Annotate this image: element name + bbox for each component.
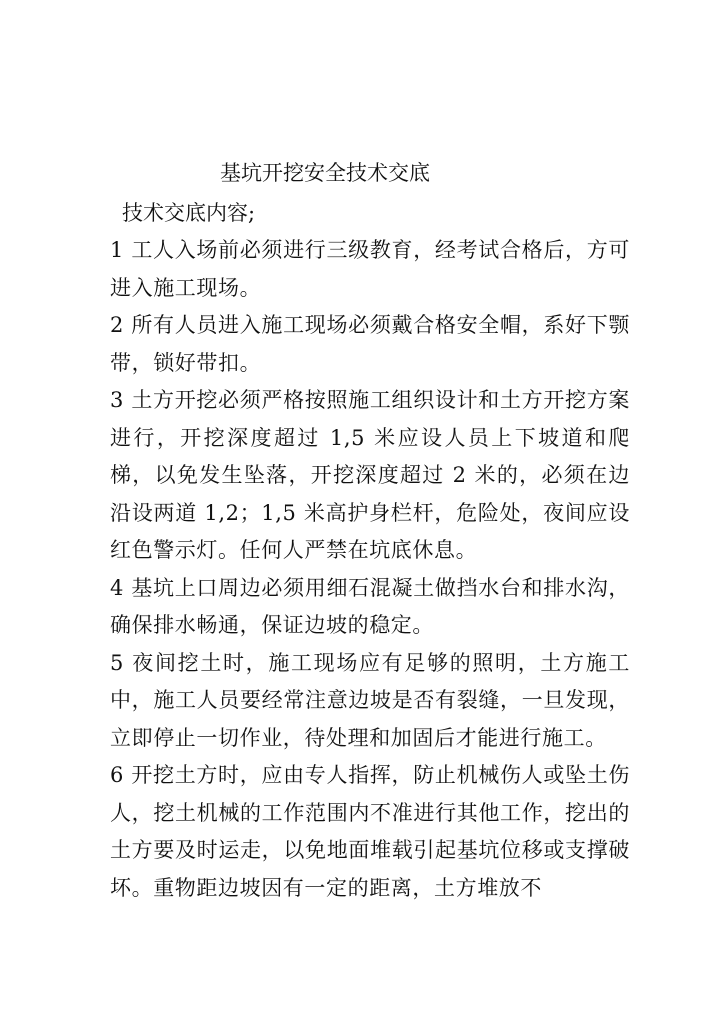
document-body bbox=[110, 232, 630, 907]
paragraph-2: 2 所有人员进入施工现场必须戴合格安全帽，系好下颚带，锁好带扣。 bbox=[110, 313, 630, 375]
paragraph-6: 6 开挖土方时，应由专人指挥，防止机械伤人或坠土伤人，挖土机械的工作范围内不准进行其他工作，挖出的土方要及时运走，以免地面堆载引起基坑位移或支撑破坏。重物距边坡因有一定的距离，土方堆放不 bbox=[110, 763, 630, 900]
document-title: 基坑开挖安全技术交底 bbox=[220, 161, 430, 185]
paragraph-4: 4 基坑上口周边必须用细石混凝土做挡水台和排水沟，确保排水畅通，保证边坡的稳定。 bbox=[110, 575, 630, 637]
paragraph-5: 5 夜间挖土时，施工现场应有足够的照明，土方施工中，施工人员要经常注意边坡是否有裂缝，一旦发现，立即停止一切作业，待处理和加固后才能进行施工。 bbox=[110, 650, 630, 750]
document-subtitle: 技术交底内容; bbox=[122, 201, 256, 225]
paragraph-3: 3 土方开挖必须严格按照施工组织设计和土方开挖方案进行，开挖深度超过 1,5 米应设人员上下坡道和爬梯，以免发生坠落，开挖深度超过 2 米的，必须在边沿设两道 1,2；1,5 米高护身栏杆，危险处，夜间应设红色警示灯。任何人严禁在坑底休息。 bbox=[110, 388, 630, 562]
paragraph-1: 1 工人入场前必须进行三级教育，经考试合格后，方可进入施工现场。 bbox=[110, 238, 630, 300]
